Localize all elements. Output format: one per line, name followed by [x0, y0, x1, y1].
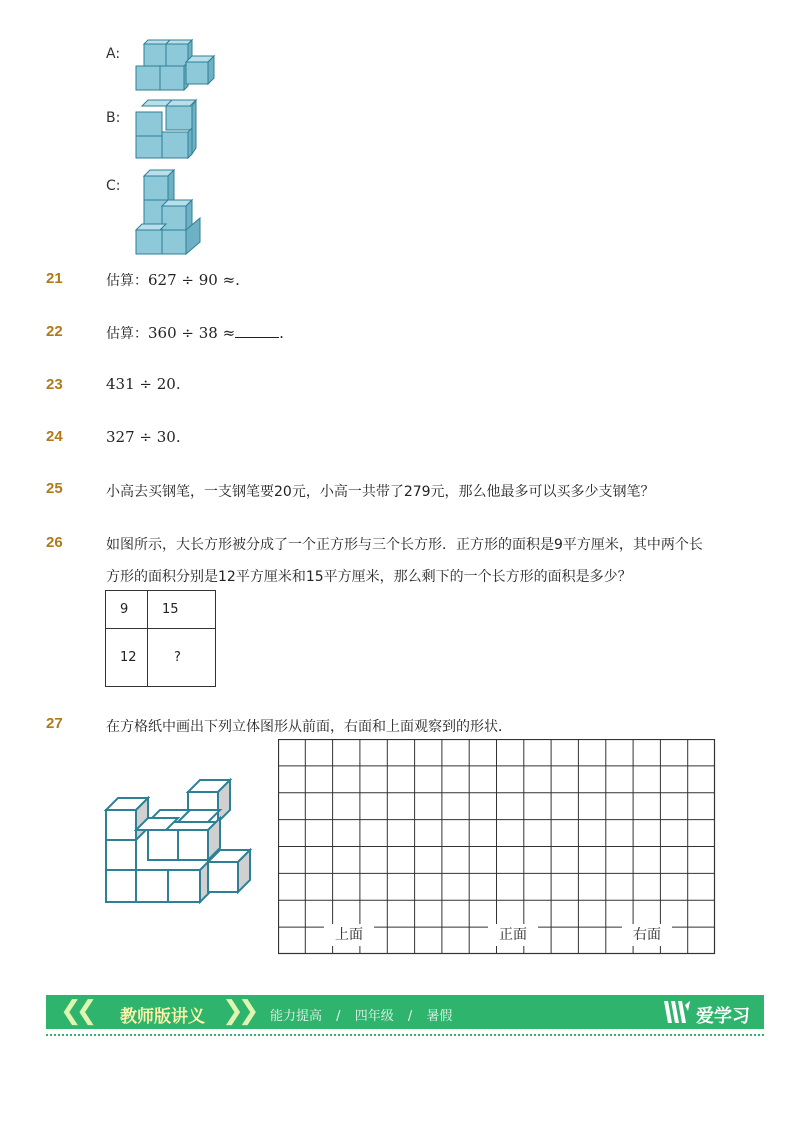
question-math: 327 ÷ 30 — [106, 428, 176, 446]
question-suffix: . — [235, 271, 240, 289]
question-21-text — [106, 270, 240, 290]
area-table — [105, 590, 216, 687]
question-22-text — [106, 323, 284, 343]
question-number: 21 — [46, 270, 63, 287]
crumb-ability: 能力提高 — [270, 1009, 323, 1024]
question-26-line1: 如图所示，大长方形被分成了一个正方形与三个长方形．正方形的面积是9平方厘米，其中两个长 — [106, 537, 703, 553]
double-chevron-right-icon: ❯❯ — [222, 996, 254, 1026]
area-cell-top-right: 15 — [148, 591, 216, 629]
answer-blank[interactable] — [235, 323, 279, 338]
option-c-label: C: — [106, 178, 121, 194]
brand-name: 爱学习 — [696, 1006, 750, 1027]
question-suffix: . — [175, 428, 181, 446]
double-chevron-left-icon: ❮❮ — [60, 996, 92, 1026]
question-25-text: 小高去买钢笔，一支钢笔要20元，小高一共带了279元，那么他最多可以买多少支钢笔？ — [106, 484, 655, 500]
crumb-separator: / — [407, 1009, 413, 1024]
footer-dotted-line — [46, 1034, 764, 1036]
question-26-line2: 方形的面积分别是12平方厘米和15平方厘米，那么剩下的一个长方形的面积是多少？ — [106, 569, 632, 585]
question-prefix: 估算： — [106, 273, 148, 289]
question-prefix: 估算： — [106, 326, 148, 342]
footer-title: 教师版讲义 — [120, 1007, 205, 1027]
option-b-label: B: — [106, 110, 121, 126]
question-23-text — [106, 375, 181, 393]
cube-stack-figure — [100, 770, 260, 910]
crumb-grade: 四年级 — [354, 1009, 394, 1024]
question-math: 360 ÷ 38 ≈ — [148, 324, 236, 342]
question-number: 22 — [46, 323, 63, 340]
footer-breadcrumb — [270, 1005, 452, 1024]
question-number: 27 — [46, 715, 63, 732]
question-number: 26 — [46, 534, 63, 551]
area-cell-bottom-left: 12 — [106, 629, 148, 687]
question-math: 431 ÷ 20 — [106, 375, 176, 393]
question-27-text: 在方格纸中画出下列立体图形从前面，右面和上面观察到的形状． — [106, 719, 512, 735]
question-suffix: . — [279, 324, 284, 342]
grid-label-front: 正面 — [488, 924, 538, 946]
grid-label-top: 上面 — [324, 924, 374, 946]
option-b-figure — [130, 98, 210, 164]
option-c-figure — [130, 166, 210, 258]
area-cell-unknown: ? — [148, 629, 216, 687]
area-cell-square: 9 — [106, 591, 148, 629]
crumb-term: 暑假 — [426, 1009, 453, 1024]
question-24-text — [106, 428, 181, 446]
brand-logo-icon — [662, 999, 692, 1025]
question-math: 627 ÷ 90 ≈ — [148, 271, 236, 289]
crumb-separator: / — [336, 1009, 341, 1024]
option-a-label: A: — [106, 46, 121, 62]
grid-label-right: 右面 — [622, 924, 672, 946]
question-number: 25 — [46, 480, 63, 497]
option-a-figure — [130, 36, 220, 96]
question-number: 23 — [46, 376, 63, 393]
question-suffix: . — [175, 375, 181, 393]
grid-paper[interactable] — [278, 739, 716, 955]
question-number: 24 — [46, 428, 63, 445]
